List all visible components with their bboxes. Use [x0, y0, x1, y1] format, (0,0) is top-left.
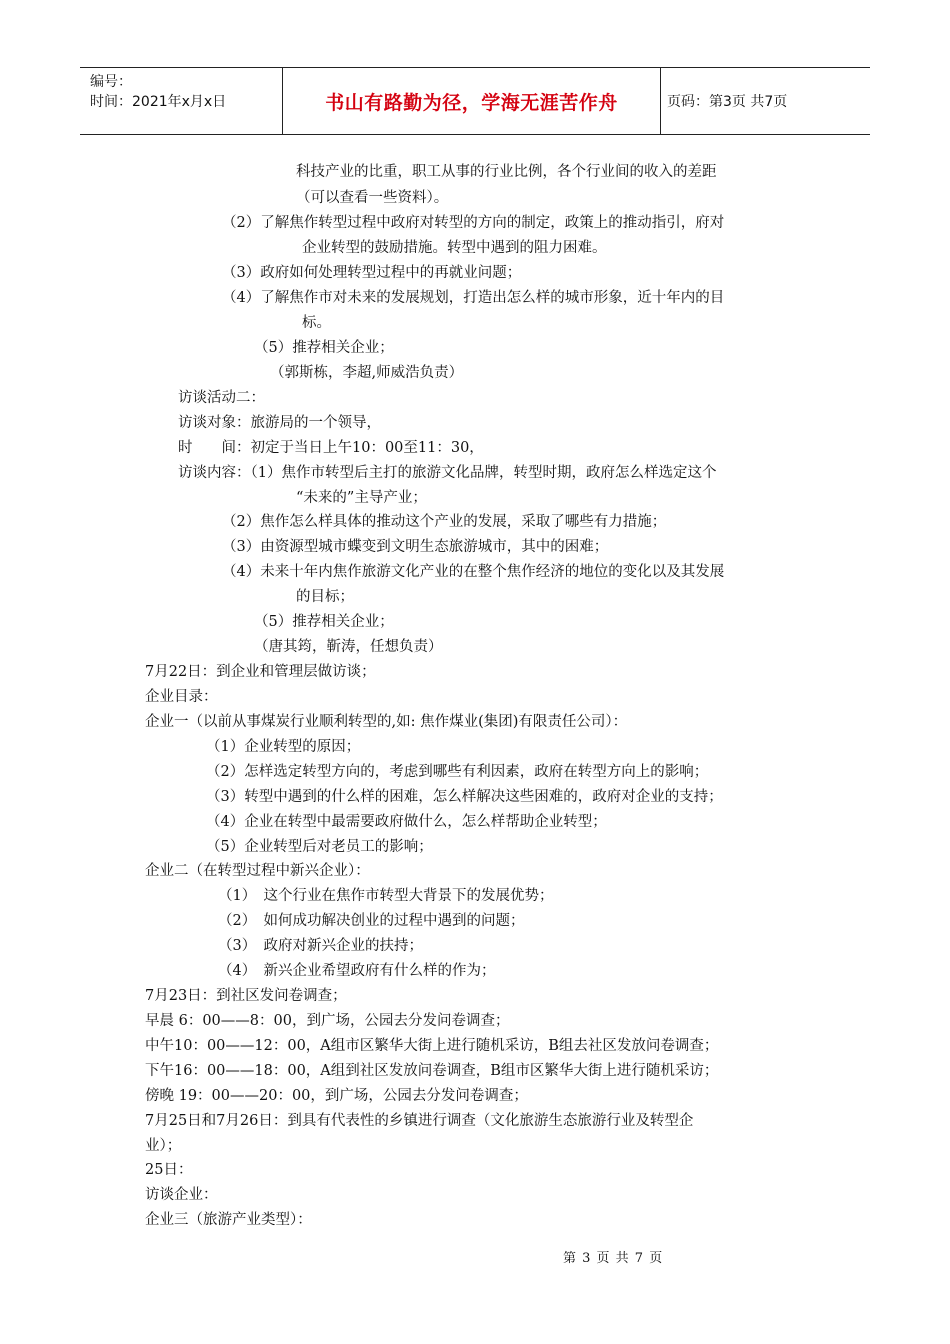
list-item: （2）怎样选定转型方向的，考虑到哪些有利因素，政府在转型方向上的影响； [206, 764, 709, 780]
text-line: 访谈内容：（1）焦作市转型后主打的旅游文化品牌，转型时期，政府怎么样选定这个 [178, 465, 717, 481]
text-line: 标。 [302, 315, 331, 331]
list-item: （2） 如何成功解决创业的过程中遇到的问题； [218, 913, 525, 929]
text-line: （4）未来十年内焦作旅游文化产业的在整个焦作经济的地位的变化以及其发展 [222, 564, 725, 580]
section-heading: 7月22日：到企业和管理层做访谈； [145, 664, 376, 680]
text-line: 25日： [145, 1162, 193, 1178]
text-line: （唐其筠，靳涛，任想负责） [254, 639, 443, 655]
header-page-info: 页码：第3页 共7页 [667, 94, 788, 110]
text-line: 业）； [145, 1138, 182, 1154]
header-motto: 书山有路勤为径，学海无涯苦作舟 [283, 68, 661, 134]
section-heading: 7月25日和7月26日：到具有代表性的乡镇进行调查（文化旅游生态旅游行业及转型企 [145, 1113, 694, 1129]
text-line: 早晨 6：00——8：00，到广场，公园去分发问卷调查； [145, 1013, 510, 1029]
section-heading: 访谈活动二： [178, 390, 265, 406]
text-line: “未来的”主导产业； [296, 490, 427, 506]
text-line: （可以查看一些资料）。 [296, 190, 449, 206]
text-line: 傍晚 19：00——20：00，到广场，公园去分发问卷调查； [145, 1088, 528, 1104]
page-footer: 第 3 页 共 7 页 [563, 1251, 664, 1266]
text-line: （郭斯栋，李超,师威浩负责） [270, 365, 464, 381]
text-line: 企业三（旅游产业类型）： [145, 1212, 312, 1228]
list-item: （1）企业转型的原因； [206, 739, 361, 755]
text-line: 中午10：00——12：00，A组市区繁华大街上进行随机采访，B组去社区发放问卷调查； [145, 1038, 719, 1054]
text-line: （2）焦作怎么样具体的推动这个产业的发展，采取了哪些有力措施； [222, 514, 667, 530]
text-line: 的目标； [296, 589, 354, 605]
list-item: （5）企业转型后对老员工的影响； [206, 839, 433, 855]
text-line: 科技产业的比重，职工从事的行业比例，各个行业间的收入的差距 [296, 164, 717, 180]
section-heading: 7月23日：到社区发问卷调查； [145, 988, 347, 1004]
list-item: （3） 政府对新兴企业的扶持； [218, 938, 423, 954]
document-number-label: 编号： [90, 74, 132, 90]
text-line: 企业二（在转型过程中新兴企业）： [145, 863, 370, 879]
list-item: （4）企业在转型中最需要政府做什么，怎么样帮助企业转型； [206, 814, 607, 830]
text-line: （4）了解焦作市对未来的发展规划，打造出怎么样的城市形象，近十年内的目 [222, 290, 725, 306]
text-line: （5）推荐相关企业； [254, 340, 394, 356]
text-line: 访谈企业： [145, 1187, 218, 1203]
text-line: 访谈对象：旅游局的一个领导， [178, 415, 381, 431]
text-line: 下午16：00——18：00，A组到社区发放问卷调查，B组市区繁华大街上进行随机采访； [145, 1063, 719, 1079]
text-line: （3）由资源型城市蝶变到文明生态旅游城市，其中的困难； [222, 539, 609, 555]
text-line: （2）了解焦作转型过程中政府对转型的方向的制定，政策上的推动指引，府对 [222, 215, 725, 231]
text-line: 时 间：初定于当日上午10：00至11：30， [178, 440, 484, 456]
text-line: （5）推荐相关企业； [254, 614, 394, 630]
text-line: 企业目录： [145, 689, 218, 705]
text-line: 企业转型的鼓励措施。转型中遇到的阻力困难。 [302, 240, 607, 256]
document-time-label: 时间：2021年x月x日 [90, 94, 227, 110]
text-line: 企业一（以前从事煤炭行业顺利转型的,如: 焦作煤业(集团)有限责任公司）： [145, 714, 628, 730]
list-item: （3）转型中遇到的什么样的困难，怎么样解决这些困难的，政府对企业的支持； [206, 789, 723, 805]
list-item: （4） 新兴企业希望政府有什么样的作为； [218, 963, 496, 979]
text-line: （3）政府如何处理转型过程中的再就业问题； [222, 265, 522, 281]
list-item: （1） 这个行业在焦作市转型大背景下的发展优势； [218, 888, 554, 904]
